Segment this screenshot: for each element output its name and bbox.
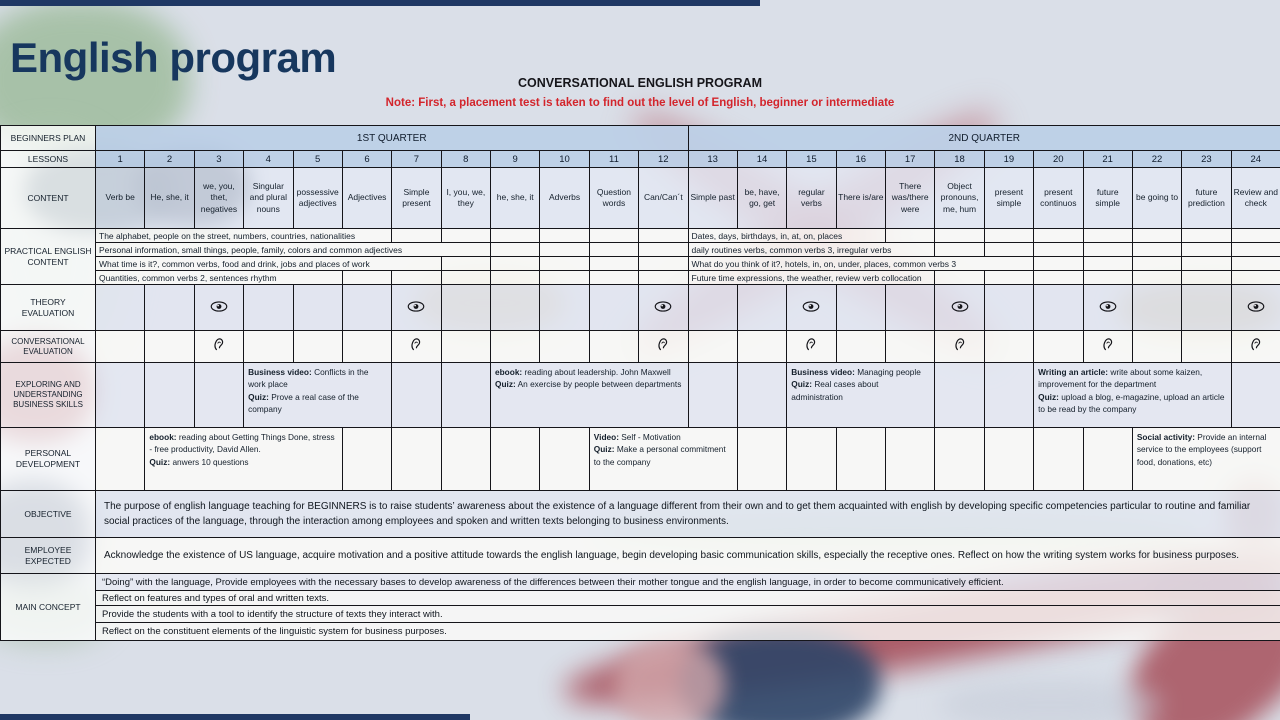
ear-icon [1251,337,1261,356]
practical-content-text: The alphabet, people on the street, numbers, countries, nationalities [96,229,392,243]
activity-label: Writing an article: [1038,367,1109,377]
theory-eval-cell [1034,285,1083,331]
empty-cell [1232,243,1280,257]
empty-cell [491,428,540,491]
empty-cell [1133,271,1182,285]
conversational-eval-cell [787,331,836,363]
empty-cell [1232,363,1280,428]
program-table [0,125,1280,641]
page-title: English program [10,34,337,82]
main-concept-row: “Doing” with the language, Provide employees with the necessary bases to develop awareness of the differences between their mother tongue and the english language, in order to become communicatively efficient. [96,574,1280,591]
empty-cell [1084,428,1133,491]
theory-eval-cell [787,285,836,331]
conversational-eval-cell [343,331,392,363]
content-cell: Review and check [1232,168,1280,229]
conversational-eval-cell [639,331,688,363]
activity-block [244,363,392,428]
empty-cell [392,271,441,285]
empty-cell [491,271,540,285]
activity-part [1137,431,1276,468]
activity-text: Self - Motivation [621,432,681,442]
theory-eval-cell [639,285,688,331]
eye-icon [802,299,820,317]
empty-cell [935,428,984,491]
row-label-conversational: CONVERSATIONAL EVALUATION [1,331,96,363]
empty-cell [343,271,392,285]
activity-label: Quiz: [149,456,171,467]
theory-eval-cell [837,285,886,331]
practical-content-text: What time is it?, common verbs, food and drink, jobs and places of work [96,257,442,271]
empty-cell [639,257,688,271]
conversational-eval-cell [837,331,886,363]
lesson-number: 17 [886,151,935,168]
theory-eval-cell [738,285,787,331]
activity-label: Business video: [791,367,855,377]
empty-cell [689,363,738,428]
empty-cell [639,243,688,257]
conversational-eval-cell [294,331,343,363]
lesson-number: 23 [1182,151,1231,168]
theory-eval-cell [540,285,589,331]
empty-cell [195,363,244,428]
empty-cell [590,243,639,257]
objective-text: The purpose of english language teaching for BEGINNERS is to raise students’ awareness about the existence of a language different from their own and to get them acquainted with english by developing specific competencies particular to routine and familiar social practices of the language, through the interaction among employees and spoken and written texts belonging to business environments. [96,491,1280,538]
activity-text: write about some kaizen, improvement for the department [1038,367,1203,390]
empty-cell [1182,257,1231,271]
content-cell: There was/there were [886,168,935,229]
activity-text: Make a personal commitment to the company [593,444,726,467]
content-cell: Can/Can´t [639,168,688,229]
theory-eval-cell [1084,285,1133,331]
activity-label: Quiz: [791,379,812,390]
activity-text: upload a blog, e-magazine, upload an article to be read by the company [1038,391,1225,415]
lesson-number: 14 [738,151,787,168]
content-cell: Adjectives [343,168,392,229]
empty-cell [639,229,688,243]
conversational-eval-cell [1182,331,1231,363]
activity-label: Quiz: [248,391,269,402]
activity-label: Video: [593,432,619,442]
placement-note: Note: First, a placement test is taken to find out the level of English, beginner or intermediate [385,97,895,109]
empty-cell [442,257,491,271]
theory-eval-cell [491,285,540,331]
activity-text: reading about Getting Things Done, stress - free productivity, David Allen. [149,432,335,455]
conversational-eval-cell [540,331,589,363]
employee-expected-text: Acknowledge the existence of US language, acquire motivation and a positive attitude towards the english language, begin developing basic communication skills, especially the receptive ones. Reflect on how the writing system works for business purposes. [96,538,1280,574]
eye-icon [210,299,228,317]
conversational-eval-cell [1133,331,1182,363]
activity-part [791,366,930,378]
activity-text: reading about leadership. John Maxwell [524,367,671,377]
conversational-eval-cell [738,331,787,363]
activity-part [1038,366,1227,391]
empty-cell [935,229,984,243]
ear-icon [411,337,421,356]
eye-icon [654,299,672,317]
lesson-number: 10 [540,151,589,168]
activity-text: Conflicts in the work place [248,367,369,390]
empty-cell [985,271,1034,285]
empty-cell [935,363,984,428]
content-cell: he, she, it [491,168,540,229]
quarter-header: 1ST QUARTER [96,126,689,151]
empty-cell [540,229,589,243]
content-cell: future simple [1084,168,1133,229]
empty-cell [590,229,639,243]
lesson-number: 2 [145,151,194,168]
ear-icon [1103,337,1113,356]
empty-cell [491,257,540,271]
quarter-header: 2ND QUARTER [689,126,1280,151]
empty-cell [590,271,639,285]
empty-cell [540,428,589,491]
empty-cell [738,363,787,428]
empty-cell [1034,257,1083,271]
activity-text: Managing people [857,367,921,377]
empty-cell [1182,271,1231,285]
empty-cell [1034,428,1083,491]
theory-eval-cell [392,285,441,331]
activity-block [491,363,689,428]
theory-eval-cell [195,285,244,331]
main-concept-row: Reflect on the constituent elements of the linguistic system for business purposes. [96,623,1280,641]
empty-cell [1182,229,1231,243]
content-cell: Question words [590,168,639,229]
empty-cell [1034,271,1083,285]
background-blob [615,640,725,720]
activity-label: Social activity: [1136,432,1195,442]
activity-text: anwers 10 questions [172,456,249,467]
content-cell: we, you, thet, negatives [195,168,244,229]
practical-content-text: Quantities, common verbs 2, sentences rhythm [96,271,343,285]
empty-cell [787,428,836,491]
theory-eval-cell [935,285,984,331]
lesson-number: 8 [442,151,491,168]
empty-cell [442,229,491,243]
empty-cell [1084,229,1133,243]
ear-icon [806,337,816,356]
main-concept-row: Provide the students with a tool to identify the structure of texts they interact with. [96,606,1280,623]
program-subtitle: CONVERSATIONAL ENGLISH PROGRAM [518,76,762,90]
lesson-number: 4 [244,151,293,168]
conversational-eval-cell [96,331,145,363]
theory-eval-cell [442,285,491,331]
activity-part [248,366,387,391]
activity-block [590,428,738,491]
ear-icon [214,337,224,356]
empty-cell [886,428,935,491]
empty-cell [886,229,935,243]
empty-cell [1084,271,1133,285]
content-cell: regular verbs [787,168,836,229]
lesson-number: 21 [1084,151,1133,168]
practical-content-text: daily routines verbs, common verbs 3, irregular verbs [689,243,936,257]
empty-cell [392,229,441,243]
lesson-number: 5 [294,151,343,168]
empty-cell [738,428,787,491]
ear-icon [658,337,668,356]
empty-cell [442,271,491,285]
row-label-main_concept: MAIN CONCEPT [1,574,96,641]
empty-cell [590,257,639,271]
activity-part [149,431,338,456]
lesson-number: 19 [985,151,1034,168]
empty-cell [1084,257,1133,271]
empty-cell [392,363,441,428]
content-cell: Adverbs [540,168,589,229]
conversational-eval-cell [935,331,984,363]
conversational-eval-cell [689,331,738,363]
empty-cell [935,271,984,285]
empty-cell [639,271,688,285]
empty-cell [1182,243,1231,257]
top-accent-bar [0,0,760,6]
practical-content-text: Dates, days, birthdays, in, at, on, places [689,229,887,243]
row-label-content: CONTENT [1,168,96,229]
empty-cell [1232,257,1280,271]
empty-cell [1232,271,1280,285]
activity-part [594,431,733,443]
lesson-number: 20 [1034,151,1083,168]
theory-eval-cell [294,285,343,331]
row-label-theory: THEORY EVALUATION [1,285,96,331]
activity-label: Quiz: [1038,391,1059,402]
content-cell: possessive adjectives [294,168,343,229]
theory-eval-cell [343,285,392,331]
content-cell: Simple past [689,168,738,229]
lesson-number: 3 [195,151,244,168]
conversational-eval-cell [1084,331,1133,363]
conversational-eval-cell [1232,331,1280,363]
activity-label: Business video: [248,367,312,377]
activity-part [495,378,684,390]
activity-text: An exercise by people between departments [517,379,682,390]
activity-block [787,363,935,428]
conversational-eval-cell [491,331,540,363]
empty-cell [392,428,441,491]
row-label-lessons: LESSONS [1,151,96,168]
theory-eval-cell [689,285,738,331]
activity-label: Quiz: [593,444,615,455]
row-label-practical: PRACTICAL ENGLISH CONTENT [1,229,96,285]
practical-content-text: Future time expressions, the weather, review verb collocation [689,271,936,285]
activity-part [1038,391,1227,416]
eye-icon [1099,299,1117,317]
conversational-eval-cell [442,331,491,363]
row-label-plan: BEGINNERS PLAN [1,126,96,151]
content-cell: He, she, it [145,168,194,229]
activity-part [149,456,338,468]
eye-icon [951,299,969,317]
row-label-employee: EMPLOYEE EXPECTED [1,538,96,574]
activity-text: Provide an internal service to the employees (support food, donations, etc) [1136,432,1267,467]
empty-cell [1232,229,1280,243]
theory-eval-cell [590,285,639,331]
content-cell: Simple present [392,168,441,229]
activity-text: Real cases about administration [791,379,879,402]
lesson-number: 6 [343,151,392,168]
content-cell: be, have, go, get [738,168,787,229]
empty-cell [985,243,1034,257]
empty-cell [985,363,1034,428]
conversational-eval-cell [590,331,639,363]
content-cell: future prediction [1182,168,1231,229]
conversational-eval-cell [244,331,293,363]
empty-cell [1034,243,1083,257]
background-blob [940,680,1160,720]
content-cell: Verb be [96,168,145,229]
content-cell: There is/are [837,168,886,229]
conversational-eval-cell [145,331,194,363]
empty-cell [985,229,1034,243]
activity-part [791,378,930,403]
empty-cell [1084,243,1133,257]
eye-icon [407,299,425,317]
content-cell: be going to [1133,168,1182,229]
row-label-exploring: EXPLORING AND UNDERSTANDING BUSINESS SKILLS [1,363,96,428]
activity-part [594,443,733,468]
empty-cell [491,243,540,257]
empty-cell [985,428,1034,491]
lesson-number: 22 [1133,151,1182,168]
content-cell: I, you, we, they [442,168,491,229]
empty-cell [837,428,886,491]
conversational-eval-cell [886,331,935,363]
theory-eval-cell [1182,285,1231,331]
practical-content-text: What do you think of it?, hotels, in, on, under, places, common verbs 3 [689,257,1035,271]
lesson-number: 15 [787,151,836,168]
ear-icon [955,337,965,356]
activity-block [145,428,343,491]
empty-cell [145,363,194,428]
main-concept-row: Reflect on features and types of oral and written texts. [96,591,1280,606]
row-label-personal: PERSONAL DEVELOPMENT [1,428,96,491]
activity-label: Quiz: [495,379,516,390]
activity-label: ebook: [495,367,523,377]
row-label-objective: OBJECTIVE [1,491,96,538]
theory-eval-cell [244,285,293,331]
empty-cell [442,428,491,491]
conversational-eval-cell [1034,331,1083,363]
content-cell: present continuos [1034,168,1083,229]
empty-cell [540,271,589,285]
empty-cell [1133,243,1182,257]
activity-block [1034,363,1232,428]
empty-cell [343,428,392,491]
activity-label: ebook: [149,432,177,442]
bottom-accent-bar [0,714,470,720]
empty-cell [540,257,589,271]
lesson-number: 18 [935,151,984,168]
theory-eval-cell [1133,285,1182,331]
theory-eval-cell [985,285,1034,331]
content-cell: Singular and plural nouns [244,168,293,229]
empty-cell [540,243,589,257]
lesson-number: 12 [639,151,688,168]
empty-cell [1133,229,1182,243]
conversational-eval-cell [392,331,441,363]
empty-cell [96,428,145,491]
empty-cell [491,229,540,243]
content-cell: Object pronouns, me, hum [935,168,984,229]
empty-cell [1034,229,1083,243]
practical-content-text: Personal information, small things, people, family, colors and common adjectives [96,243,491,257]
empty-cell [442,363,491,428]
activity-text: Prove a real case of the company [248,391,359,415]
lesson-number: 1 [96,151,145,168]
lesson-number: 7 [392,151,441,168]
empty-cell [96,363,145,428]
eye-icon [1247,299,1265,317]
empty-cell [1133,257,1182,271]
lesson-number: 13 [689,151,738,168]
lesson-number: 11 [590,151,639,168]
theory-eval-cell [96,285,145,331]
activity-block [1133,428,1280,491]
conversational-eval-cell [985,331,1034,363]
conversational-eval-cell [195,331,244,363]
content-cell: present simple [985,168,1034,229]
lesson-number: 24 [1232,151,1280,168]
activity-part [495,366,684,378]
lesson-number: 9 [491,151,540,168]
theory-eval-cell [1232,285,1280,331]
theory-eval-cell [886,285,935,331]
lesson-number: 16 [837,151,886,168]
activity-part [248,391,387,416]
theory-eval-cell [145,285,194,331]
empty-cell [935,243,984,257]
